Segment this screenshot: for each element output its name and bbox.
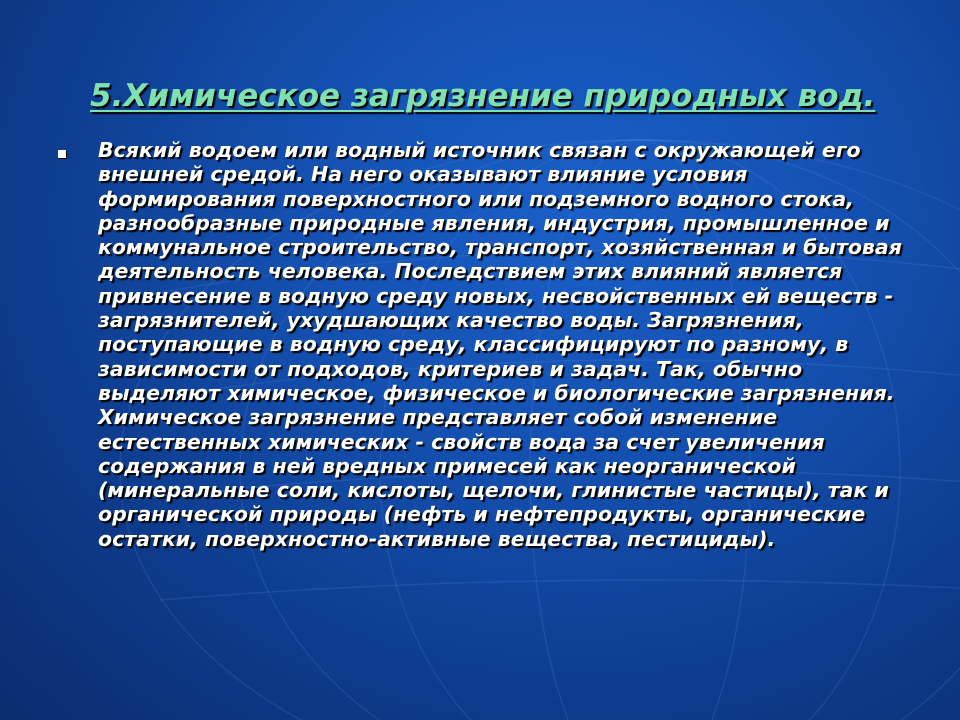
list-item — [58, 138, 904, 551]
slide-title: 5.Химическое загрязнение природных вод. — [90, 78, 876, 114]
bullet-text: Всякий водоем или водный источник связан с окружающей его внешней средой. На него оказывают влияние условия формирования поверхностного или подземного водного стока, разнообразные природные явления, индустрия, промышленное и коммунальное строительство, транспорт, хозяйственная и бытовая деятельность человека. Последствием этих влияний является привнесение в водную среду новых, несвойственных ей веществ - загрязнителей, ухудшающих качество воды. Загрязнения, поступающие в водную среду, классифицируют по разному, в зависимости от подходов, критериев и задач. Так, обычно выделяют химическое, физическое и биологические загрязнения. Химическое загрязнение представляет собой изменение естественных химических - свойств вода за счет увеличения содержания в ней вредных примесей как неорганической (минеральные соли, кислоты, щелочи, глинистые частицы), так и органической природы (нефть и нефтепродукты, органические остатки, поверхностно-активные вещества, пестициды). — [98, 138, 902, 551]
bullet-list — [58, 138, 904, 551]
square-bullet-icon — [58, 150, 66, 158]
